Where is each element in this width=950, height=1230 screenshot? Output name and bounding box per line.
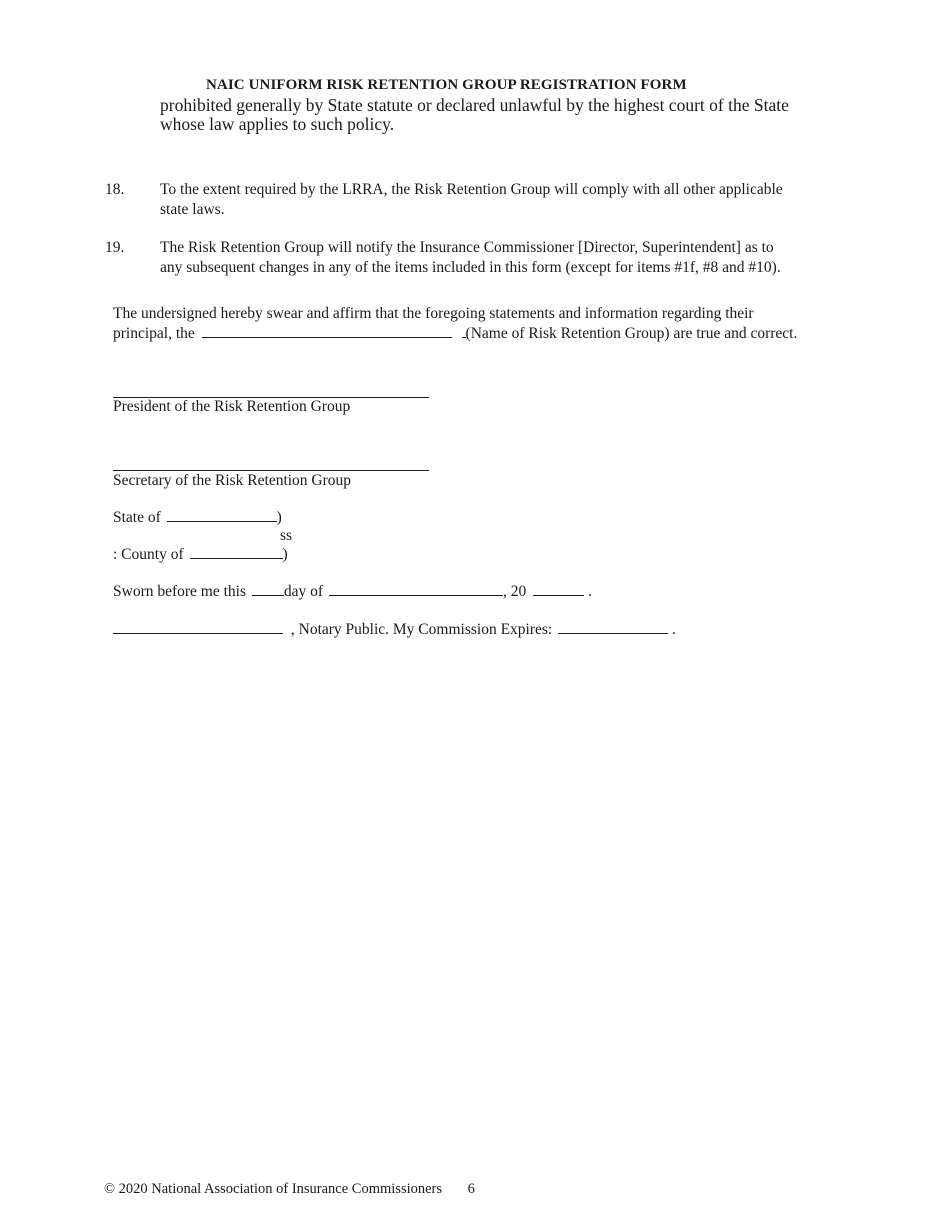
footer-copyright: © 2020 National Association of Insurance Commissioners <box>104 1181 443 1197</box>
county-paren: ) <box>282 546 288 563</box>
county-of-row <box>113 544 288 564</box>
form-title: NAIC UNIFORM RISK RETENTION GROUP REGISTRATION FORM <box>206 77 687 93</box>
ss-mark: ss <box>280 527 293 544</box>
sworn-year-prefix: , 20 <box>502 583 527 600</box>
state-blank[interactable] <box>167 507 277 522</box>
affirmation-paragraph <box>113 304 797 343</box>
affirmation-line-1: The undersigned hereby swear and affirm that the foregoing statements and information regarding their <box>113 305 754 322</box>
sworn-end: . <box>587 583 592 600</box>
item-18-line-2: state laws. <box>160 201 225 218</box>
continuation-line-2: whose law applies to such policy. <box>160 114 395 134</box>
notary-end: . <box>671 621 676 638</box>
continuation-text <box>160 96 789 134</box>
state-paren: ) <box>276 509 282 526</box>
affirmation-line-2 <box>113 323 797 343</box>
notary-name-blank[interactable] <box>113 619 283 634</box>
secretary-label: Secretary of the Risk Retention Group <box>113 472 352 489</box>
item-19-line-2: any subsequent changes in any of the items included in this form (except for items #1f, #8 and #10). <box>160 259 781 276</box>
notary-label: , Notary Public. My Commission Expires: <box>290 621 553 638</box>
state-of-label: State of <box>113 509 161 526</box>
affirmation-prefix: principal, the <box>113 325 195 342</box>
sworn-year-blank[interactable] <box>533 581 584 596</box>
page-number: 6 <box>467 1181 475 1197</box>
item-18-text <box>160 180 783 220</box>
rrg-name-blank[interactable] <box>202 323 452 338</box>
sworn-day-blank[interactable] <box>252 581 284 596</box>
commission-expires-blank[interactable] <box>558 619 668 634</box>
sworn-month-blank[interactable] <box>329 581 503 596</box>
item-19-number: 19. <box>105 239 125 256</box>
county-of-label: : County of <box>113 546 184 563</box>
county-blank[interactable] <box>190 544 283 559</box>
item-19-line-1: The Risk Retention Group will notify the Insurance Commissioner [Director, Superintendent] as to <box>160 239 774 256</box>
state-of-row <box>113 507 282 527</box>
footer <box>104 1181 475 1198</box>
president-label: President of the Risk Retention Group <box>113 398 351 415</box>
sworn-day-of: day of <box>283 583 324 600</box>
item-18-number: 18. <box>105 181 125 198</box>
continuation-line-1: prohibited generally by State statute or declared unlawful by the highest court of the State <box>160 95 789 115</box>
item-18-line-1: To the extent required by the LRRA, the Risk Retention Group will comply with all other applicable <box>160 181 783 198</box>
sworn-row <box>113 581 592 601</box>
affirmation-suffix: (Name of Risk Retention Group) are true and correct. <box>465 325 798 342</box>
notary-row <box>113 619 676 639</box>
item-19-text <box>160 238 781 278</box>
sworn-prefix: Sworn before me this <box>113 583 247 600</box>
